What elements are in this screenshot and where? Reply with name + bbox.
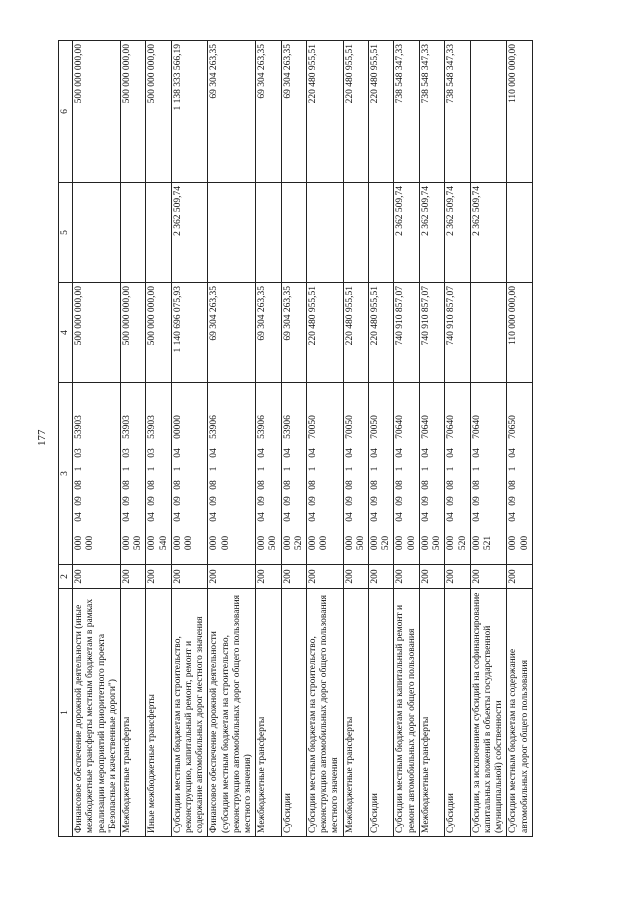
row-value-col4: 220 480 955,51	[369, 283, 394, 383]
row-value-col6: 220 480 955,51	[369, 41, 394, 183]
classification-part: 1	[122, 466, 133, 472]
classification-part: 1	[209, 466, 220, 472]
row-classification-cell	[470, 383, 507, 565]
header-cell: 3	[59, 383, 73, 565]
classification-part: 08	[370, 480, 381, 490]
classification-part: 000	[220, 535, 231, 551]
classification-part: 04	[508, 448, 519, 458]
classification-part: 08	[282, 480, 293, 490]
row-name-cell: Межбюджетные трансферты	[121, 589, 146, 837]
classification-part: 70050	[308, 415, 319, 439]
row-value-col6: 220 480 955,51	[307, 41, 344, 183]
row-code-cell: 200	[419, 565, 444, 589]
classification-part: 53903	[147, 415, 158, 439]
row-classification-cell	[307, 383, 344, 565]
row-value-col4: 69 304 263,35	[281, 283, 306, 383]
classification-part: 09	[370, 496, 381, 506]
classification-part: 000	[184, 535, 195, 551]
row-code-cell: 200	[256, 565, 281, 589]
classification-part: 000	[420, 535, 431, 551]
classification-part: 000	[74, 535, 85, 551]
table-row	[470, 41, 507, 837]
classification-part: 000	[370, 535, 381, 551]
row-value-col5: 2 362 509,74	[419, 183, 444, 283]
row-code-cell: 200	[369, 565, 394, 589]
classification-part: 1	[420, 466, 431, 472]
header-cell: 1	[59, 589, 73, 837]
row-code-cell: 200	[73, 565, 121, 589]
classification-part: 520	[457, 535, 468, 551]
page-number: 177	[36, 429, 48, 446]
classification-part: 08	[508, 480, 519, 490]
row-value-col5	[369, 183, 394, 283]
classification-part: 04	[282, 512, 293, 522]
classification-part: 1	[508, 466, 519, 472]
classification-part: 53906	[282, 415, 293, 439]
classification-part: 08	[147, 480, 158, 490]
classification-part: 1	[471, 466, 482, 472]
row-code-cell: 200	[470, 565, 507, 589]
classification-part: 09	[147, 496, 158, 506]
classification-part: 08	[122, 480, 133, 490]
classification-part: 000	[122, 535, 133, 551]
row-value-col5: 2 362 509,74	[470, 183, 507, 283]
row-name-cell: Субсидии местным бюджетам на строительство, реконструкцию, капитальный ремонт, ремонт и содержание автомобильных дорог местного значения	[171, 589, 208, 837]
classification-part: 03	[122, 448, 133, 458]
classification-part: 08	[74, 480, 85, 490]
classification-part: 09	[172, 496, 183, 506]
classification-part: 04	[446, 448, 457, 458]
row-code-cell: 200	[507, 565, 532, 589]
classification-part: 08	[308, 480, 319, 490]
classification-part: 04	[395, 512, 406, 522]
classification-part: 04	[257, 448, 268, 458]
table-row	[73, 41, 121, 837]
classification-part: 000	[147, 535, 158, 551]
row-value-col4: 740 910 857,07	[394, 283, 419, 383]
classification-part: 1	[172, 466, 183, 472]
row-value-col6: 500 000 000,00	[73, 41, 121, 183]
row-code-cell: 200	[394, 565, 419, 589]
classification-part: 53903	[122, 415, 133, 439]
classification-part: 000	[471, 535, 482, 551]
table-row	[445, 41, 470, 837]
row-value-col5	[73, 183, 121, 283]
row-classification-cell	[171, 383, 208, 565]
classification-part: 04	[395, 448, 406, 458]
row-value-col5	[208, 183, 256, 283]
classification-part: 70640	[420, 415, 431, 439]
classification-part: 08	[344, 480, 355, 490]
row-code-cell: 200	[208, 565, 256, 589]
classification-part: 000	[172, 535, 183, 551]
classification-part: 1	[395, 466, 406, 472]
row-value-col6: 220 480 955,51	[343, 41, 368, 183]
row-classification-cell	[146, 383, 171, 565]
row-value-col4: 1 140 696 075,93	[171, 283, 208, 383]
classification-part: 000	[395, 535, 406, 551]
row-classification-cell	[394, 383, 419, 565]
row-name-cell: Межбюджетные трансферты	[343, 589, 368, 837]
table-body	[73, 41, 533, 837]
row-value-col4: 220 480 955,51	[343, 283, 368, 383]
table-row	[419, 41, 444, 837]
classification-part: 000	[508, 535, 519, 551]
classification-part: 09	[420, 496, 431, 506]
classification-part: 04	[471, 512, 482, 522]
classification-part: 000	[85, 535, 96, 551]
classification-part: 04	[209, 512, 220, 522]
classification-part: 000	[406, 535, 417, 551]
classification-part: 53903	[74, 415, 85, 439]
classification-part: 08	[420, 480, 431, 490]
classification-part: 70640	[471, 415, 482, 439]
classification-part: 09	[395, 496, 406, 506]
row-classification-cell	[73, 383, 121, 565]
table-row	[208, 41, 256, 837]
header-cell: 5	[59, 183, 73, 283]
row-code-cell: 200	[281, 565, 306, 589]
row-value-col6: 69 304 263,35	[256, 41, 281, 183]
classification-part: 03	[74, 448, 85, 458]
row-value-col5: 2 362 509,74	[445, 183, 470, 283]
row-name-cell: Финансовое обеспечение дорожной деятельности (иные межбюджетные трансферты местным бюджетам в рамках реализации мероприятий приоритетного проекта "Безопасные и качественные дороги")	[73, 589, 121, 837]
row-name-cell: Субсидии местным бюджетам на строительство, реконструкцию автомобильных дорог общего пользования местного значения	[307, 589, 344, 837]
classification-part: 70050	[344, 415, 355, 439]
table-row	[507, 41, 532, 837]
classification-part: 1	[147, 466, 158, 472]
classification-part: 04	[344, 448, 355, 458]
row-name-cell: Субсидии местным бюджетам на содержание автомобильных дорог общего пользования	[507, 589, 532, 837]
row-value-col5: 2 362 509,74	[171, 183, 208, 283]
classification-part: 09	[308, 496, 319, 506]
classification-part: 03	[147, 448, 158, 458]
classification-part: 04	[209, 448, 220, 458]
classification-part: 04	[147, 512, 158, 522]
row-classification-cell	[343, 383, 368, 565]
row-name-cell: Иные межбюджетные трансферты	[146, 589, 171, 837]
classification-part: 04	[420, 512, 431, 522]
row-value-col4: 500 000 000,00	[73, 283, 121, 383]
row-classification-cell	[208, 383, 256, 565]
row-value-col4: 69 304 263,35	[256, 283, 281, 383]
classification-part: 04	[508, 512, 519, 522]
classification-part: 1	[257, 466, 268, 472]
classification-part: 08	[446, 480, 457, 490]
row-value-col4: 110 000 000,00	[507, 283, 532, 383]
classification-part: 70050	[370, 415, 381, 439]
row-name-cell: Межбюджетные трансферты	[419, 589, 444, 837]
row-value-col6: 738 548 347,33	[445, 41, 470, 183]
row-value-col6: 500 000 000,00	[146, 41, 171, 183]
row-value-col6: 69 304 263,35	[281, 41, 306, 183]
row-value-col6: 69 304 263,35	[208, 41, 256, 183]
classification-part: 500	[355, 535, 366, 551]
table-row	[369, 41, 394, 837]
row-value-col4: 740 910 857,07	[419, 283, 444, 383]
row-value-col5	[307, 183, 344, 283]
classification-part: 04	[172, 448, 183, 458]
row-code-cell: 200	[343, 565, 368, 589]
table-row	[121, 41, 146, 837]
row-name-cell: Финансовое обеспечение дорожной деятельности (субсидии местным бюджетам на строительство, реконструкцию автомобильных дорог общего пользования местного значения)	[208, 589, 256, 837]
classification-part: 70650	[508, 415, 519, 439]
header-cell: 4	[59, 283, 73, 383]
header-cell: 2	[59, 565, 73, 589]
row-classification-cell	[445, 383, 470, 565]
row-code-cell: 200	[146, 565, 171, 589]
classification-part: 70640	[395, 415, 406, 439]
classification-part: 09	[74, 496, 85, 506]
classification-part: 000	[257, 535, 268, 551]
row-value-col5	[121, 183, 146, 283]
table-row	[146, 41, 171, 837]
classification-part: 09	[282, 496, 293, 506]
row-value-col4	[470, 283, 507, 383]
table-row	[394, 41, 419, 837]
row-value-col6: 1 138 333 566,19	[171, 41, 208, 183]
classification-part: 1	[446, 466, 457, 472]
classification-part: 09	[209, 496, 220, 506]
classification-part: 1	[282, 466, 293, 472]
classification-part: 500	[432, 535, 443, 551]
row-name-cell: Субсидии	[369, 589, 394, 837]
classification-part: 09	[446, 496, 457, 506]
row-classification-cell	[256, 383, 281, 565]
row-value-col4: 740 910 857,07	[445, 283, 470, 383]
row-value-col6: 738 548 347,33	[419, 41, 444, 183]
classification-part: 000	[319, 535, 330, 551]
classification-part: 00000	[172, 415, 183, 439]
row-value-col5	[281, 183, 306, 283]
row-value-col5	[256, 183, 281, 283]
classification-part: 04	[282, 448, 293, 458]
row-value-col5	[146, 183, 171, 283]
classification-part: 09	[471, 496, 482, 506]
row-name-cell: Субсидии местным бюджетам на капитальный ремонт и ремонт автомобильных дорог общего пользования	[394, 589, 419, 837]
classification-part: 04	[446, 512, 457, 522]
classification-part: 04	[471, 448, 482, 458]
row-value-col4: 69 304 263,35	[208, 283, 256, 383]
classification-part: 000	[519, 535, 530, 551]
classification-part: 04	[370, 448, 381, 458]
classification-part: 520	[381, 535, 392, 551]
classification-part: 08	[209, 480, 220, 490]
classification-part: 500	[268, 535, 279, 551]
row-value-col4: 500 000 000,00	[121, 283, 146, 383]
row-value-col5: 2 362 509,74	[394, 183, 419, 283]
table-row	[307, 41, 344, 837]
classification-part: 08	[257, 480, 268, 490]
row-name-cell: Межбюджетные трансферты	[256, 589, 281, 837]
classification-part: 08	[395, 480, 406, 490]
classification-part: 04	[420, 448, 431, 458]
row-value-col5	[507, 183, 532, 283]
row-value-col6: 110 000 000,00	[507, 41, 532, 183]
row-value-col5	[343, 183, 368, 283]
table-row	[281, 41, 306, 837]
classification-part: 000	[344, 535, 355, 551]
classification-part: 04	[370, 512, 381, 522]
row-classification-cell	[281, 383, 306, 565]
table-row	[171, 41, 208, 837]
classification-part: 04	[344, 512, 355, 522]
classification-part: 04	[122, 512, 133, 522]
row-value-col4: 500 000 000,00	[146, 283, 171, 383]
classification-part: 1	[344, 466, 355, 472]
header-row	[59, 41, 73, 837]
classification-part: 540	[158, 535, 169, 551]
row-value-col6: 500 000 000,00	[121, 41, 146, 183]
row-code-cell: 200	[445, 565, 470, 589]
row-code-cell: 200	[307, 565, 344, 589]
classification-part: 04	[74, 512, 85, 522]
classification-part: 04	[308, 512, 319, 522]
classification-part: 521	[482, 535, 493, 551]
classification-part: 09	[344, 496, 355, 506]
budget-table	[58, 40, 533, 837]
classification-part: 04	[172, 512, 183, 522]
classification-part: 09	[508, 496, 519, 506]
classification-part: 000	[308, 535, 319, 551]
classification-part: 04	[308, 448, 319, 458]
classification-part: 1	[370, 466, 381, 472]
row-value-col6: 738 548 347,33	[394, 41, 419, 183]
classification-part: 53906	[257, 415, 268, 439]
row-name-cell: Субсидии	[445, 589, 470, 837]
row-classification-cell	[507, 383, 532, 565]
row-value-col6	[470, 41, 507, 183]
classification-part: 70640	[446, 415, 457, 439]
table-row	[256, 41, 281, 837]
classification-part: 04	[257, 512, 268, 522]
classification-part: 08	[172, 480, 183, 490]
classification-part: 09	[257, 496, 268, 506]
row-value-col4: 220 480 955,51	[307, 283, 344, 383]
table-row	[343, 41, 368, 837]
header-cell: 6	[59, 41, 73, 183]
row-code-cell: 200	[171, 565, 208, 589]
budget-table-container	[58, 41, 590, 837]
classification-part: 520	[293, 535, 304, 551]
row-classification-cell	[419, 383, 444, 565]
classification-part: 000	[282, 535, 293, 551]
row-classification-cell	[121, 383, 146, 565]
classification-part: 1	[74, 466, 85, 472]
row-code-cell: 200	[121, 565, 146, 589]
row-name-cell: Субсидии	[281, 589, 306, 837]
classification-part: 09	[122, 496, 133, 506]
classification-part: 1	[308, 466, 319, 472]
classification-part: 000	[446, 535, 457, 551]
row-name-cell: Субсидии, за исключением субсидий на софинансирование капитальных вложений в объекты государственной (муниципальной) собственности	[470, 589, 507, 837]
classification-part: 000	[209, 535, 220, 551]
row-classification-cell	[369, 383, 394, 565]
classification-part: 53906	[209, 415, 220, 439]
classification-part: 500	[133, 535, 144, 551]
classification-part: 08	[471, 480, 482, 490]
